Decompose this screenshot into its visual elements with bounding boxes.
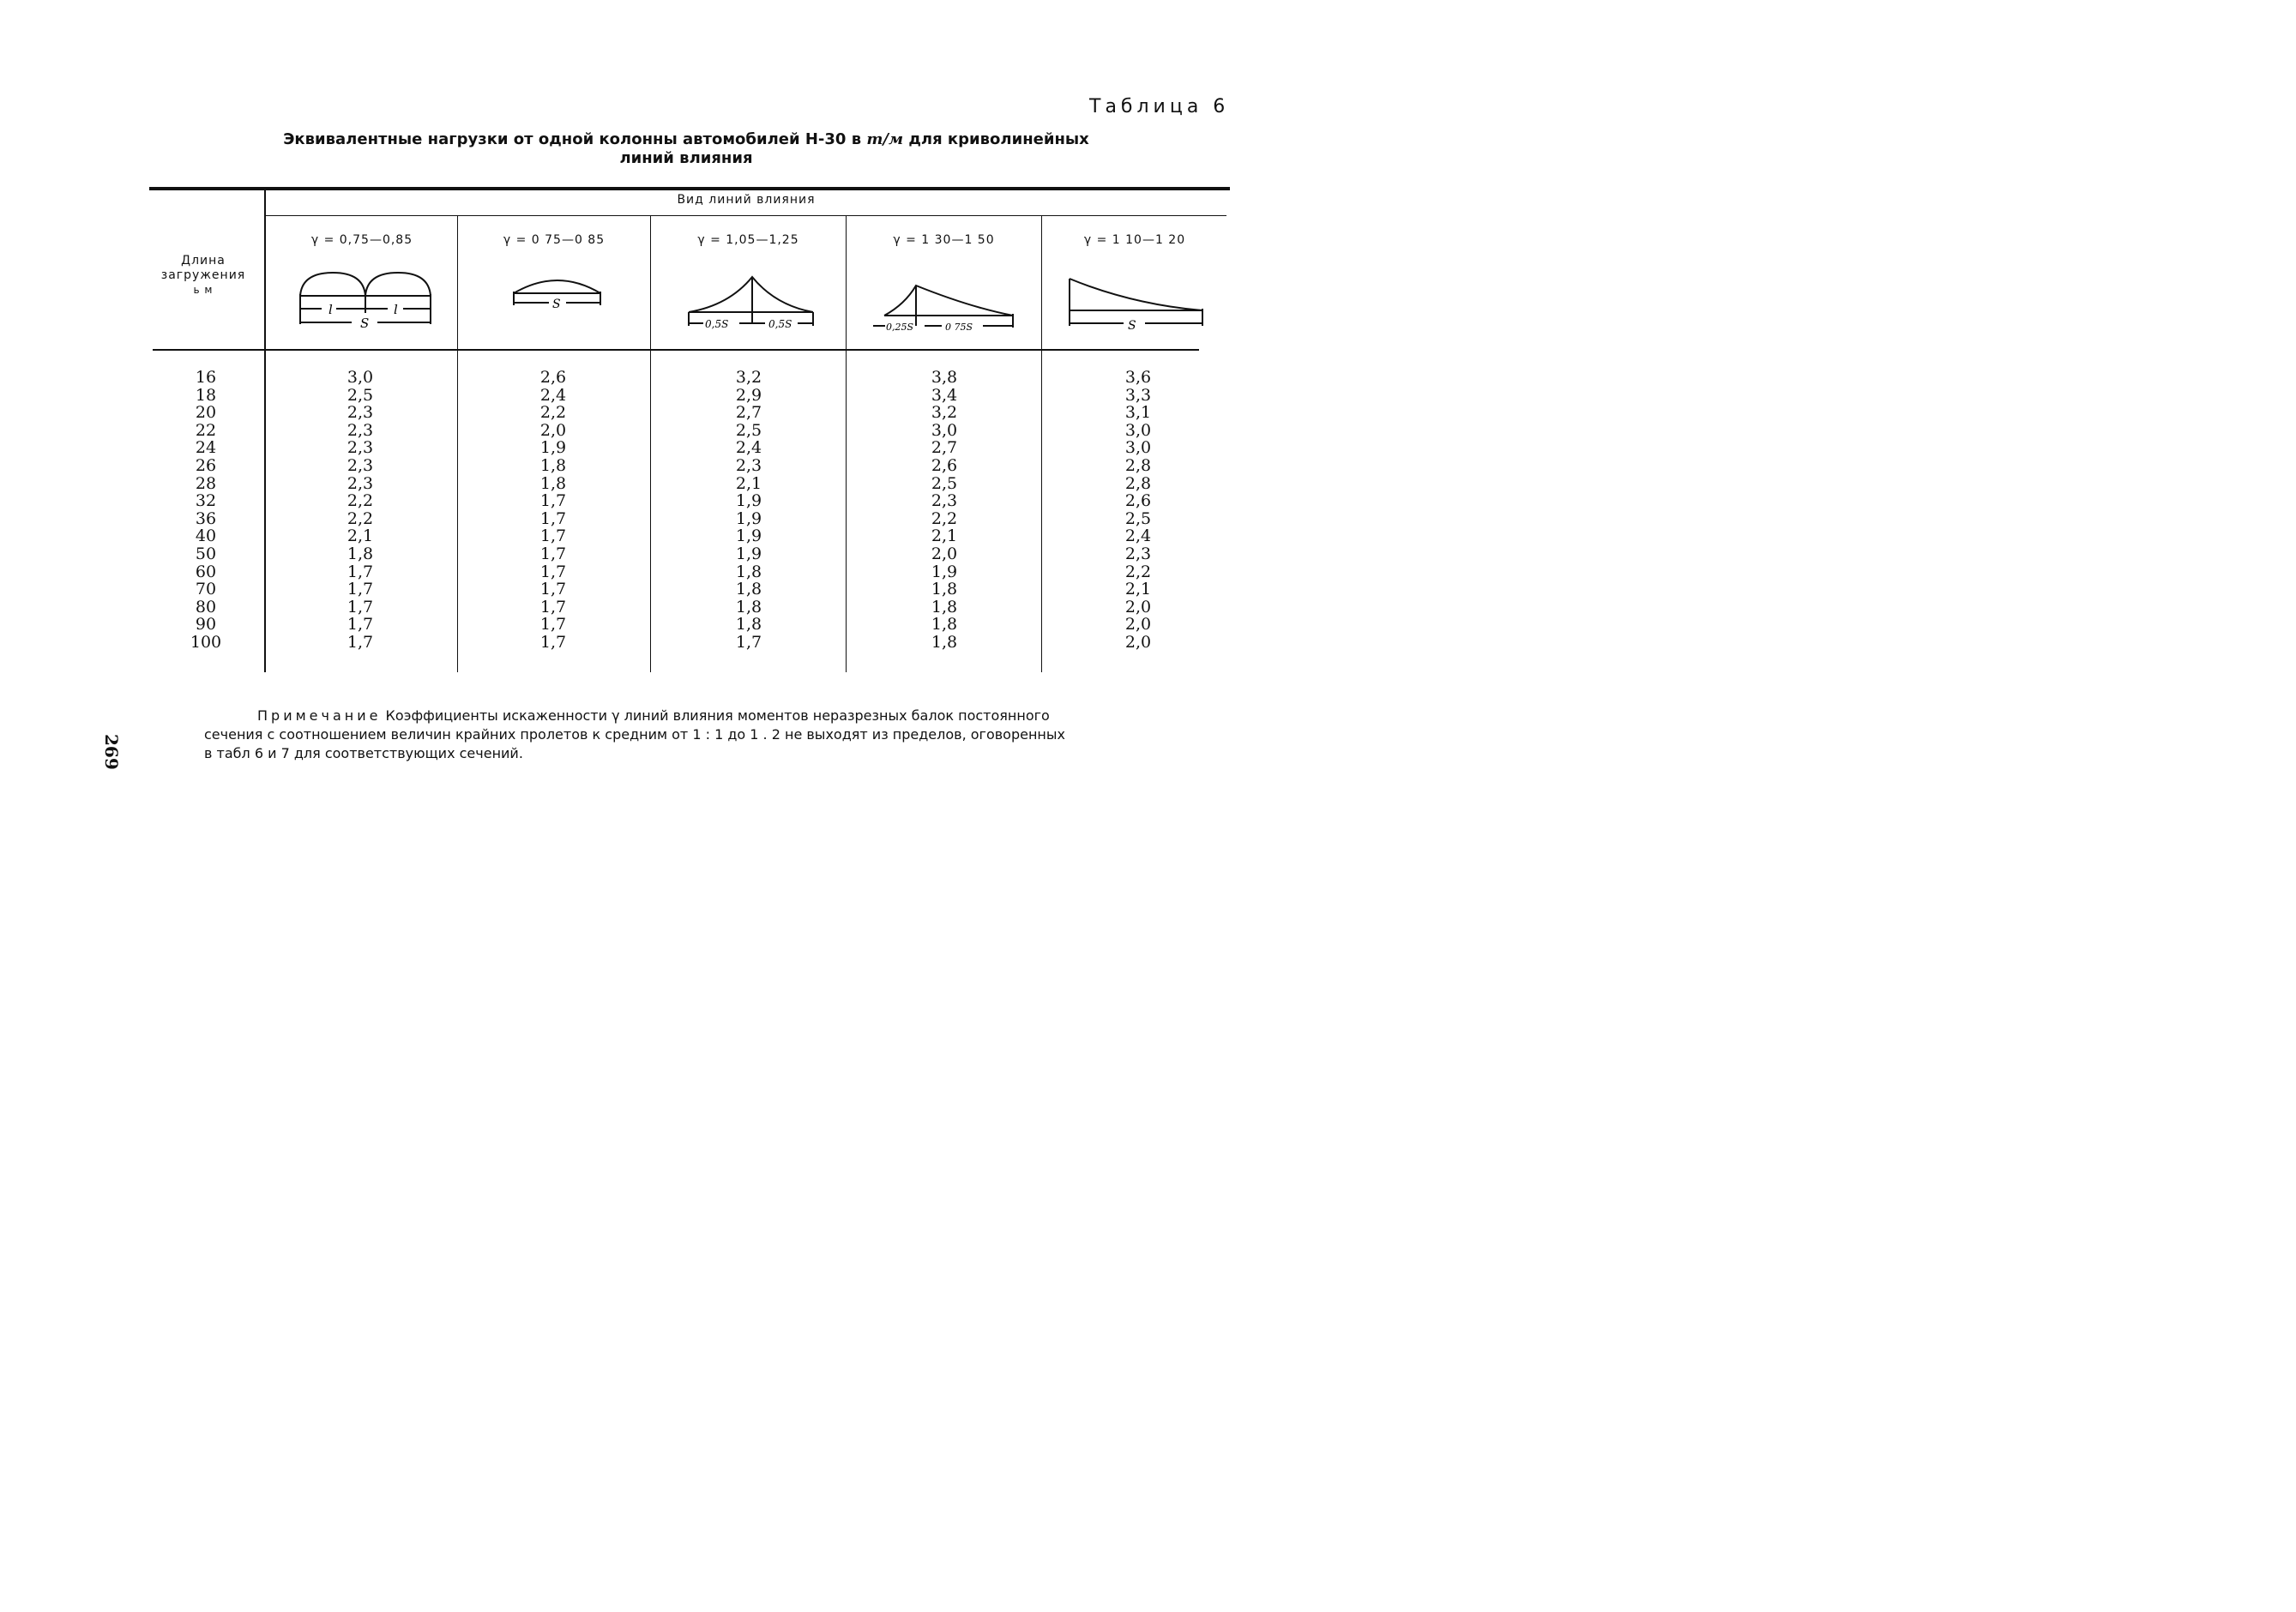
table-cell: 2,4: [539, 385, 567, 405]
table-cell: 2,1: [347, 526, 374, 546]
table-cell: 2,0: [931, 544, 958, 563]
table-cell: 2,2: [1124, 562, 1152, 581]
table-cell: 2,9: [735, 385, 762, 405]
column-gamma-5: [1095, 369, 1181, 652]
note-line-1: Коэффициенты искаженности γ линий влияния моментов неразрезных балок постоянного: [381, 707, 1050, 724]
table-note: [204, 707, 1233, 763]
table-cell: 2,6: [931, 455, 958, 475]
table-cell: 1,9: [735, 491, 762, 511]
diagram4-label-right: 0 75S: [945, 322, 973, 333]
table-cell: 1,8: [931, 615, 958, 635]
table-cell: 2,5: [931, 473, 958, 493]
table-cell: 2,7: [931, 438, 958, 458]
diagram4-label-left: 0,25S: [886, 322, 914, 333]
table-cell: 2,1: [931, 526, 958, 546]
table-cell: 2,8: [1124, 455, 1152, 475]
gamma-label-4: γ = 1 30—1 50: [893, 233, 995, 247]
table-cell: 3,3: [1124, 385, 1152, 405]
table-cell: 1,9: [735, 544, 762, 563]
gamma-label-1: γ = 0,75—0,85: [310, 233, 413, 247]
table-cell: 32: [195, 491, 217, 511]
table-cell: 2,6: [539, 368, 567, 387]
note-line-2: сечения с соотношением величин крайних пролетов к средним от 1 : 1 до 1 . 2 не выходят из пределов, оговоренных: [204, 726, 1065, 743]
table-cell: 24: [195, 438, 217, 458]
table-cell: 2,0: [1124, 597, 1152, 617]
table-cell: 1,9: [735, 526, 762, 546]
table-cell: 2,2: [931, 508, 958, 528]
table-cell: 1,9: [931, 562, 958, 581]
column-gamma-1: [317, 369, 403, 652]
table-cell: 2,8: [1124, 473, 1152, 493]
table-cell: 1,7: [347, 632, 374, 652]
column-gamma-2: [510, 369, 596, 652]
table-cell: 60: [195, 562, 217, 581]
table-cell: 2,0: [539, 420, 567, 440]
table-cell: 80: [195, 597, 217, 617]
influence-line-diagrams: [0, 0, 1331, 360]
table-cell: 2,3: [347, 473, 374, 493]
table-cell: 2,5: [347, 385, 374, 405]
table-cell: 1,7: [347, 615, 374, 635]
table-cell: 1,7: [539, 508, 567, 528]
table-cell: 2,3: [347, 403, 374, 423]
column-gamma-3: [706, 369, 792, 652]
gamma-label-3: γ = 1,05—1,25: [697, 233, 799, 247]
table-cell: 1,7: [347, 562, 374, 581]
title-line-2: линий влияния: [619, 149, 753, 167]
table-cell: 2,0: [1124, 632, 1152, 652]
table-cell: 3,2: [735, 368, 762, 387]
column-lengths: [163, 369, 249, 652]
title-line-1: Эквивалентные нагрузки от одной колонны автомобилей Н-30 в т/м для криволинейных: [283, 130, 1089, 148]
table-cell: 3,4: [931, 385, 958, 405]
table-cell: 2,3: [931, 491, 958, 511]
table-cell: 36: [195, 508, 217, 528]
table-cell: 2,0: [1124, 615, 1152, 635]
table-cell: 1,9: [735, 508, 762, 528]
table-label: Таблица 6: [1089, 96, 1230, 117]
diagram1-label-l2: l: [394, 302, 398, 317]
table-cell: 70: [195, 580, 217, 599]
table-cell: 1,8: [735, 580, 762, 599]
table-cell: 2,3: [735, 455, 762, 475]
table-cell: 2,6: [1124, 491, 1152, 511]
table-cell: 1,7: [735, 632, 762, 652]
note-line-3: в табл 6 и 7 для соответствующих сечений.: [204, 745, 523, 761]
table-cell: 16: [195, 368, 217, 387]
table-cell: 1,8: [735, 562, 762, 581]
table-cell: 2,2: [539, 403, 567, 423]
table-cell: 2,3: [347, 455, 374, 475]
table-cell: 1,8: [735, 615, 762, 635]
diagram1-label-s: S: [360, 316, 370, 331]
column-gamma-4: [901, 369, 987, 652]
table-cell: 2,2: [347, 491, 374, 511]
table-cell: 1,7: [539, 615, 567, 635]
page-number: 269: [101, 734, 122, 770]
table-cell: 1,8: [931, 580, 958, 599]
table-cell: 3,6: [1124, 368, 1152, 387]
table-cell: 2,5: [735, 420, 762, 440]
note-label: Примечание: [257, 707, 382, 724]
gamma-label-2: γ = 0 75—0 85: [503, 233, 606, 247]
table-cell: 2,1: [1124, 580, 1152, 599]
table-cell: 2,7: [735, 403, 762, 423]
table-cell: 3,0: [931, 420, 958, 440]
diagram3-label-right: 0,5S: [768, 318, 792, 330]
table-cell: 28: [195, 473, 217, 493]
table-cell: 100: [190, 632, 222, 652]
diagram1-label-l1: l: [328, 302, 333, 317]
table-cell: 50: [195, 544, 217, 563]
diagram2-label-s: S: [552, 298, 561, 311]
diagram5-label-s: S: [1128, 319, 1136, 333]
table-cell: 1,7: [347, 580, 374, 599]
table-cell: 1,7: [539, 632, 567, 652]
table-cell: 1,9: [539, 438, 567, 458]
table-cell: 90: [195, 615, 217, 635]
table-cell: 1,7: [539, 544, 567, 563]
table-cell: 2,3: [1124, 544, 1152, 563]
diagram3-label-left: 0,5S: [705, 318, 729, 330]
table-cell: 20: [195, 403, 217, 423]
table-cell: 2,3: [347, 420, 374, 440]
table-cell: 3,0: [1124, 438, 1152, 458]
group-header: Вид линий влияния: [677, 193, 816, 207]
table-cell: 26: [195, 455, 217, 475]
table-cell: 18: [195, 385, 217, 405]
table-cell: 3,2: [931, 403, 958, 423]
table-cell: 1,7: [539, 491, 567, 511]
row-header: Длина загружения ь м: [160, 254, 246, 296]
table-cell: 1,8: [931, 597, 958, 617]
table-cell: 1,7: [347, 597, 374, 617]
table-cell: 1,7: [539, 580, 567, 599]
table-cell: 2,5: [1124, 508, 1152, 528]
table-cell: 1,8: [539, 455, 567, 475]
table-cell: 1,7: [539, 526, 567, 546]
table-cell: 1,7: [539, 562, 567, 581]
table-cell: 1,8: [931, 632, 958, 652]
table-cell: 22: [195, 420, 217, 440]
table-cell: 2,4: [735, 438, 762, 458]
table-cell: 40: [195, 526, 217, 546]
table-cell: 3,0: [347, 368, 374, 387]
table-cell: 3,0: [1124, 420, 1152, 440]
table-cell: 1,8: [347, 544, 374, 563]
table-cell: 1,8: [539, 473, 567, 493]
table-cell: 2,2: [347, 508, 374, 528]
table-cell: 2,4: [1124, 526, 1152, 546]
table-cell: 1,7: [539, 597, 567, 617]
gamma-label-5: γ = 1 10—1 20: [1083, 233, 1186, 247]
table-cell: 3,8: [931, 368, 958, 387]
table-cell: 2,3: [347, 438, 374, 458]
table-cell: 2,1: [735, 473, 762, 493]
table-cell: 1,8: [735, 597, 762, 617]
table-cell: 3,1: [1124, 403, 1152, 423]
